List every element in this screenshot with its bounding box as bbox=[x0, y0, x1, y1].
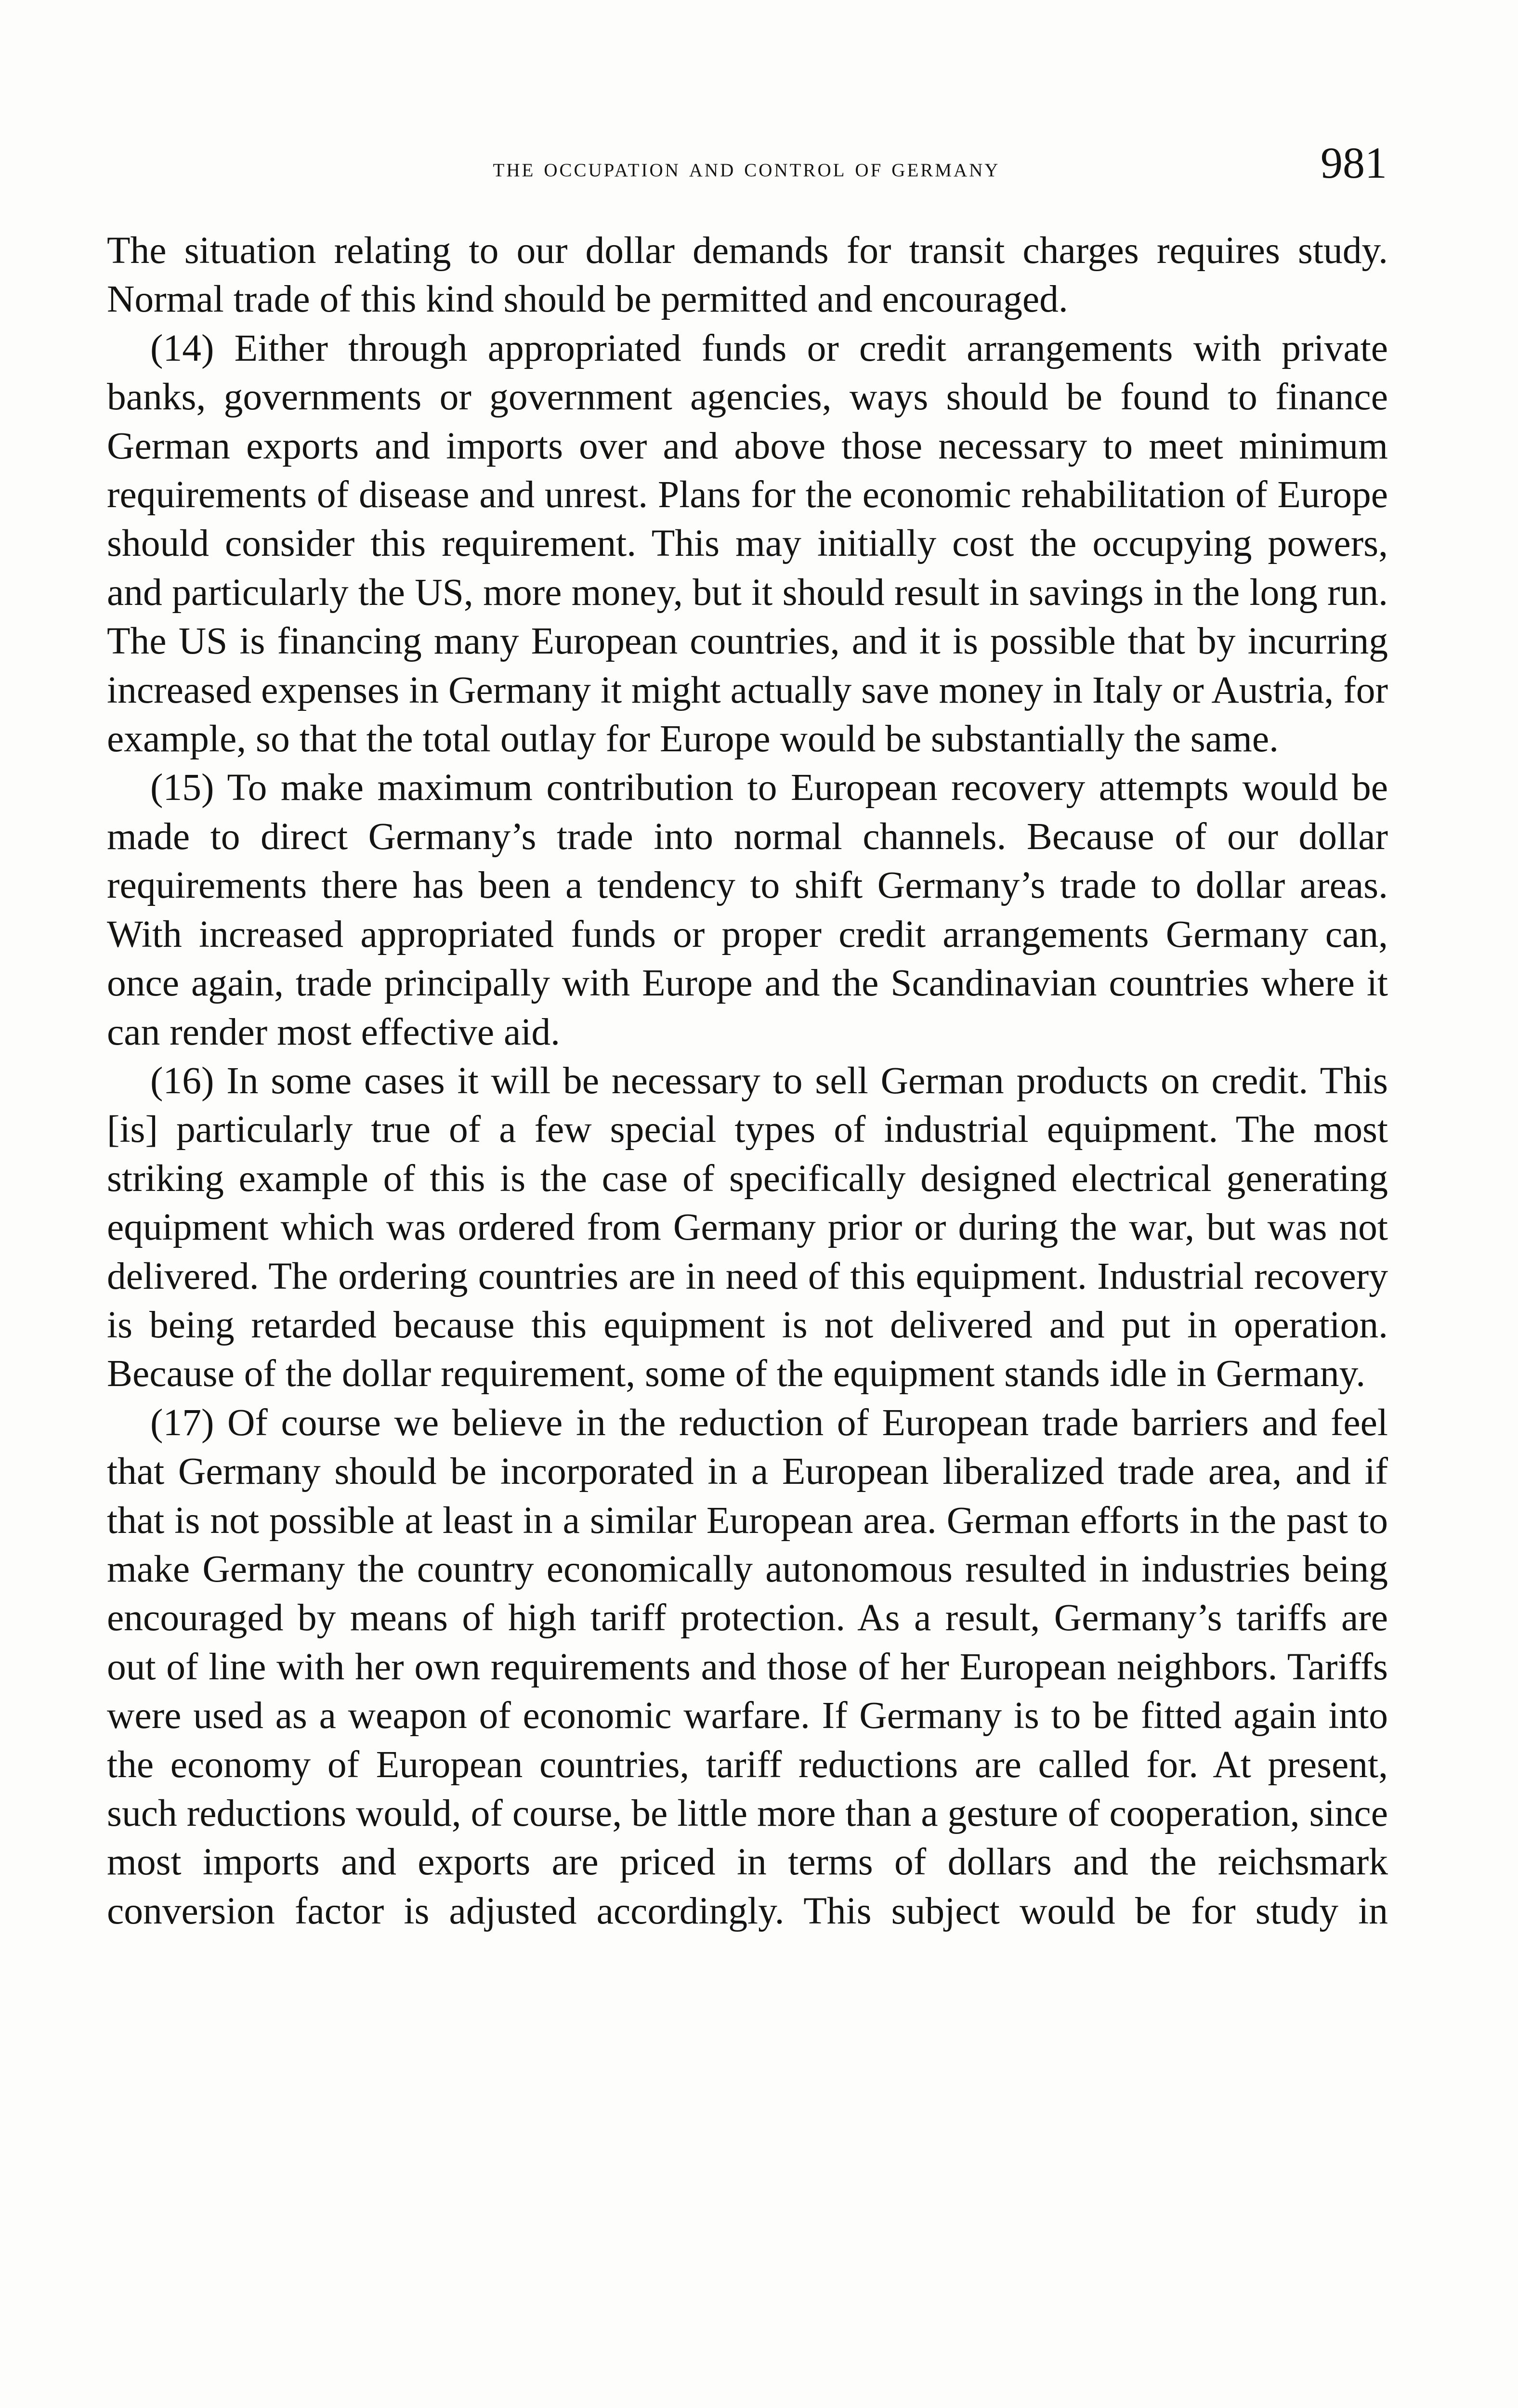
paragraph-continued: The situation relating to our dollar demands for transit charges requires study. Normal trade of this kind should be permitted and encouraged. bbox=[107, 229, 1388, 321]
running-head bbox=[106, 138, 1387, 194]
page-number: 981 bbox=[1321, 138, 1387, 187]
paragraph-16: (16) In some cases it will be necessary to sell German products on credit. This [is] particularly true of a few special types of industrial equipment. The most striking example of this is the case of specifically designed electrical generating equipment which was ordered from Germany prior or during the war, but was not delivered. The ordering countries are in need of this equipment. Industrial recovery is being retarded because this equipment is not delivered and put in operation. Because of the dollar requirement, some of the equipment stands idle in Germany. bbox=[107, 1059, 1388, 1395]
running-title: the occupation and control of germany bbox=[493, 153, 1000, 183]
paragraph-14: (14) Either through appropriated funds or credit arrangements with private banks, governments or government agencies, ways should be found to finance German exports and imports over and above those necessary to meet minimum requirements of disease and unrest. Plans for the economic rehabilitation of Europe should consider this requirement. This may initially cost the occupying powers, and particularly the US, more money, but it should result in savings in the long run. The US is financing many European countries, and it is possible that by incurring increased expenses in Germany it might actually save money in Italy or Austria, for example, so that the total outlay for Europe would be substantially the same. bbox=[107, 327, 1388, 760]
paragraph-17: (17) Of course we believe in the reduction of European trade barriers and feel that Germany should be incorporated in a European liberalized trade area, and if that is not possible at least in a similar European area. German efforts in the past to make Germany the country economically autonomous resulted in industries being encouraged by means of high tariff protection. As a result, Germany’s tariffs are out of line with her own requirements and those of her European neighbors. Tariffs were used as a weapon of economic warfare. If Germany is to be fitted again into the economy of European countries, tariff reductions are called for. At present, such reductions would, of course, be little more than a gesture of cooperation, since most imports and exports are priced in terms of dollars and the reichsmark conversion factor is adjusted accordingly. This subject would be for study in bbox=[107, 1401, 1388, 1932]
body-text bbox=[107, 226, 1388, 1936]
paragraph-15: (15) To make maximum contribution to European recovery attempts would be made to direct Germany’s trade into normal channels. Because of our dollar requirements there has been a tendency to shift Germany’s trade to dollar areas. With increased appropriated funds or proper credit arrangements Germany can, once again, trade principally with Europe and the Scandinavian countries where it can render most effective aid. bbox=[107, 766, 1388, 1053]
